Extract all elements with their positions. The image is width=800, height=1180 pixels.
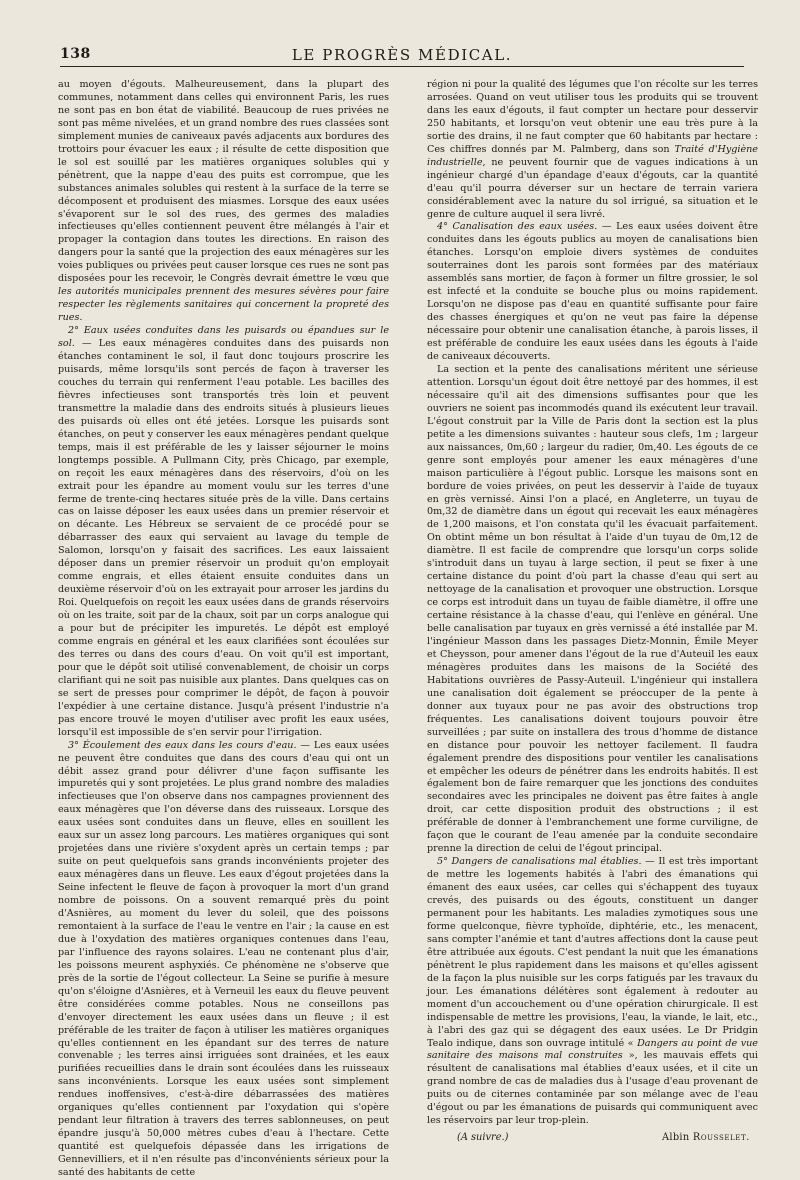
section-2-title: 2° Eaux usées conduites dans les puisards ou épandues sur le sol. [58, 325, 389, 350]
section-5: 5° Dangers de canalisations mal établies. — Il est très important de mettre les logements habités à l'abri des émanations qui émanent des eaux usées, car celles qui s'échappent des tuyaux crevés, des puisards ou des égouts, constituent un danger permanent pour les habitants. Les maladies zymotiques sous une forme quelconque, fièvre typhoïde, diphtérie, etc., les menacent, sans compter l'anémie et tant d'autres affections dont la cause peut être attribuée aux égouts. C'est pendant la nuit que les émanations pénètrent le plus rapidement dans les maisons et qu'elles agissent de la façon la plus nuisible sur les corps fatigués par les travaux du jour. Les émanations délétères sont également à redouter au moment d'un accouchement ou d'une opération chirurgicale. Il est indispensable de mettre les provisions, l'eau, la viande, le lait, etc., à l'abri des gaz qui se dégagent des eaux usées. Le Dr Pridgin Tealo indique, dans son ouvrage intitulé « Dangers au point de vue sanitaire des maisons mal construites », les mauvais effets qui résultent de canalisations mal établies d'eaux usées, et il cite un grand nombre de cas de maladies dus à l'usage d'eau provenant de puits ou de citernes contaminée par son mélange avec de l'eau d'égout ou par les émanations de puisards qui communiquent avec les réservoirs par leur trop-plein. [427, 856, 758, 1127]
section-4-body: — Les eaux usées doivent être conduites dans les égouts publics au moyen de canalisations bien étanches. Lorsqu'on emploie divers systèmes de conduites souterraines dont les parois sont formées par des matériaux assemblés sans mortier, de façon à former un filtre grossier, le sol est infecté et la conduite se bouche plus ou moins rapidement. Lorsqu'on ne dispose pas d'eau en quantité suffisante pour faire des chasses énergiques et qu'on ne veut pas faire la dépense nécessaire pour obtenir une canalisation étanche, à parois lisses, il est préférable de conduire les eaux usées dans les égouts à l'aide de caniveaux découverts. [427, 221, 758, 363]
section-3-body: — Les eaux usées ne peuvent être conduites que dans des cours d'eau qui ont un débit assez grand pour délivrer d'une façon suffisante les impuretés qui y sont projetées. Le plus grand nombre des maladies infectieuses que l'on observe dans nos campagnes proviennent des eaux ménagères que l'on déverse dans des ruisseaux. Lorsque des eaux usées sont conduites dans un fleuve, elles en souillent les eaux sur un assez long parcours. Les matières organiques qui sont projetées dans une rivière s'oxydent après un certain temps ; par suite on peut quelquefois sans grands inconvénients projeter des eaux ménagères dans un fleuve. Les eaux d'égout projetées dans la Seine infectent le fleuve de façon à provoquer la mort d'un grand nombre de poissons. On a souvent remarqué près du point d'Asnières, au moment du lever du soleil, que des poissons remontaient à la surface de l'eau le ventre en l'air ; la cause en est due à l'oxydation des matières organiques contenues dans l'eau, par l'influence des rayons solaires. L'eau ne contenant plus d'air, les poissons meurent asphyxiés. Ce phénomène ne s'observe que près de la sortie de l'égout collecteur. La Seine se purifie à mesure qu'on s'éloigne d'Asnières, et à Verneuil les eaux du fleuve peuvent être considérées comme potables. Nous ne conseillons pas d'envoyer directement les eaux usées dans un fleuve ; il est préférable de les traiter de façon à utiliser les matières organiques qu'elles contiennent en les épandant sur des terres de nature convenable ; les terres ainsi irriguées sont drainées, et les eaux purifiées recueillies dans le drain sont écoulées dans les ruisseaux sans inconvénients. Lorsque les eaux usées sont simplement rendues inoffensives, c'est-à-dire débarrassées des matières organiques qu'elles contiennent par l'oxydation qui s'opère pendant leur filtration à travers des terres sablonneuses, on peut épandre jusqu'à 50,000 mètres cubes d'eau à l'hectare. Cette quantité est quelquefois dépassée dans les irrigations de Gennevilliers, et il n'en résulte pas d'inconvénients sérieux pour la santé des habitants de cette [58, 739, 389, 1179]
section-2-body: — Les eaux ménagères conduites dans des puisards non étanches contaminent le sol, il faut donc toujours proscrire les puisards, même lorsqu'ils sont percés de façon à traverser les couches du terrain qui renferment l'eau potable. Les bacilles des fièvres infectieuses sont transportés très loin et peuvent transmettre la maladie dans des endroits situés à plusieurs lieues des puisards où elles ont été jetées. Lorsque les puisards sont étanches, on peut y conserver les eaux ménagères pendant quelque temps, mais il est préférable de les y laisser séjourner le moins longtemps possible. A Pullmann City, près Chicago, par exemple, on reçoit les eaux ménagères dans des réservoirs, d'où on les extrait pour les épandre au moment voulu sur les terres d'une ferme de trente-cinq hectares située près de la ville. Dans certains cas on laisse déposer les eaux usées dans un premier réservoir et on décante. Les Hébreux se servaient de ce procédé pour se débarrasser des eaux qui servaient au lavage du temple de Salomon, lorsqu'on y faisait des sacrifices. Les eaux laissaient déposer dans un premier réservoir un produit qu'on employait comme engrais, et elles étaient ensuite conduites dans un deuxième réservoir d'où on les extrayait pour arroser les jardins du Roi. Quelquefois on reçoit les eaux usées dans de grands réservoirs où on les traite, soit par de la chaux, soit par un corps analogue qui a pour but de précipiter les impuretés. Le dépôt est employé comme engrais en général et les eaux clarifiées sont écoulées sur des terres ou dans des cours d'eau. On voit qu'il est important, pour que le dépôt soit utilisé convenablement, de choisir un corps clarifiant qui ne soit pas nuisible aux plantes. Dans quelques cas on se sert de presses pour comprimer le dépôt, de façon à pouvoir l'expédier à une certaine distance. Jusqu'à présent l'industrie n'a pas encore trouvé le moyen d'utiliser avec profit les eaux usées, lorsqu'il est impossible de s'en servir pour l'irrigation. [58, 338, 389, 738]
paragraph-streets: au moyen d'égouts. Malheureusement, dans la plupart des communes, notamment dans celles qui environnent Paris, les rues ne sont pas en bon état de viabilité. Beaucoup de rues privées ne sont pas même nivelées, et un grand nombre des rues classées sont simplement munies de caniveaux pavés adjacents aux bordures des trottoirs pour évacuer les eaux ; il résulte de cette disposition que le sol est souillé par les matières organiques solubles qui y pénètrent, que la nappe d'eau des puits est corrompue, que les substances animales solubles qui restent à la surface de la terre se décomposent et produisent des miasmes. Lorsque des eaux usées s'évaporent sur le sol des rues, des germes des maladies infectieuses qu'elles contiennent peuvent être mélangés à l'air et propager la contagion dans toutes les directions. En raison des dangers pour la santé que la projection des eaux ménagères sur les voies publiques ou privées peut causer lorsque ces rues ne sont pas disposées pour les recevoir, le Congrès devrait émettre le vœu que les autorités municipales prennent des mesures sévères pour faire respecter les règlements sanitaires qui concernent la propreté des rues. [58, 79, 389, 324]
author-signature: Albin Rousselet. [662, 1132, 750, 1144]
book-title: Dangers au point de vue sanitaire des maisons mal construites [427, 1037, 758, 1062]
section-3-title: 3° Écoulement des eaux dans les cours d'eau. [68, 739, 297, 751]
page-number: 138 [60, 46, 91, 62]
section-5-body: — Il est très important de mettre les logements habités à l'abri des émanations qui émanent des eaux usées, car celles qui s'échappent des tuyaux crevés, des puisards ou des égouts, constituent un danger permanent pour les habitants. Les maladies zymotiques sous une forme quelconque, fièvre typhoïde, diphtérie, etc., les menacent, sans compter l'anémie et tant d'autres affections dont la cause peut être attribuée aux égouts. C'est pendant la nuit que les émanations pénètrent le plus rapidement dans les maisons et qu'elles agissent de la façon la plus nuisible sur les corps fatigués par les travaux du jour. Les émanations délétères sont également à redouter au moment d'un accouchement ou d'une opération chirurgicale. Il est indispensable de mettre les provisions, l'eau, la viande, le lait, etc., à l'abri des gaz qui se dégagent des eaux usées. Le Dr Pridgin Tealo indique, dans son ouvrage intitulé « [427, 856, 758, 1049]
left-column [58, 79, 389, 1180]
paragraph-sections-slopes: La section et la pente des canalisations méritent une sérieuse attention. Lorsqu'un égout doit être nettoyé par des hommes, il est nécessaire qu'il ait des dimensions suffisantes pour que les ouvriers ne soient pas incommodés quand ils exécutent leur travail. L'égout construit par la Ville de Paris dont la section est la plus petite a les dimensions suivantes : hauteur sous clefs, 1m ; largeur aux naissances, 0m,60 ; largeur du radier, 0m,40. Les égouts de ce genre sont employés pour amener les eaux ménagères d'une maison particulière à l'égout public. Lorsque les maisons sont en bordure de voies privées, on peut les desservir à l'aide de tuyaux en grès vernissé. Ainsi l'on a placé, en Angleterre, un tuyau de 0m,32 de diamètre dans un égout qui recevait les eaux ménagères de 1,200 maisons, et l'on constata qu'il les évacuait parfaitement. On obtint même un bon résultat à l'aide d'un tuyau de 0m,12 de diamètre. Il est facile de comprendre que lorsqu'un corps solide s'introduit dans un tuyau à large section, il peut se fixer à une certaine distance du point d'où part la chasse d'eau qui sert au nettoyage de la canalisation et provoquer une obstruction. Lorsque ce corps est introduit dans un tuyau de faible diamètre, il offre une certaine résistance à la chasse d'eau, qui l'enlève en général. Une belle canalisation par tuyaux en grès vernissé a été installée par M. l'ingénieur Masson dans les passages Dietz-Monnin, Émile Meyer et Cheysson, pour amener dans l'égout de la rue d'Auteuil les eaux ménagères produites dans les maisons de la Société des Habitations ouvrières de Passy-Auteuil. L'ingénieur qui installera une canalisation doit également se préoccuper de la pente à donner aux tuyaux pour ne pas avoir des obstructions trop fréquentes. Les canalisations doivent toujours pouvoir être surveillées ; par suite on installera des trous d'homme de distance en distance pour pouvoir les nettoyer facilement. Il faudra également prendre des dispositions pour ventiler les canalisations et empêcher les odeurs de pénétrer dans les endroits habités. Il est également bon de faire remarquer que les jonctions des conduites secondaires avec les principales ne doivent pas être faites à angle droit, car cette disposition produit des obstructions ; il est préférable de donner à l'embranchement une forme curviligne, de façon que le courant de l'eau amenée par la conduite secondaire prenne la direction de celui de l'égout principal. [427, 363, 758, 855]
paragraph-continuation: région ni pour la qualité des légumes que l'on récolte sur les terres arrosées. Quand on veut utiliser tous les produits qui se trouvent dans les eaux d'égouts, il faut compter un hectare pour desservir 250 habitants, et lorsqu'on veut obtenir une eau très pure à la sortie des drains, il ne faut compter que 60 habitants par hectare : Ces chiffres donnés par M. Palmberg, dans son Traité d'Hygiène industrielle, ne peuvent fournir que de vagues indications à un ingénieur chargé d'un épandage d'eaux d'égouts, car la quantité d'eau qu'il pourra déverser sur un hectare de terrain variera considérablement avec la nature du sol irrigué, sa situation et le genre de culture auquel il sera livré. [427, 79, 758, 220]
section-2 [58, 325, 389, 740]
running-header [60, 44, 744, 67]
journal-title: LE PROGRÈS MÉDICAL. [291, 46, 513, 64]
to-be-continued: (A suivre.) [457, 1132, 509, 1144]
signature-row [427, 1132, 758, 1145]
section-5-title: 5° Dangers de canalisations mal établies. [437, 856, 642, 868]
treatise-title: Traité d'Hygiène industrielle [427, 143, 758, 168]
section-4-title: 4° Canalisation des eaux usées. [437, 221, 598, 233]
congress-wish: les autorités municipales prennent des mesures sévères pour faire respecter les règlements sanitaires qui concernent la propreté des rues. [58, 286, 389, 324]
section-4 [427, 221, 758, 363]
right-column [427, 79, 758, 1145]
